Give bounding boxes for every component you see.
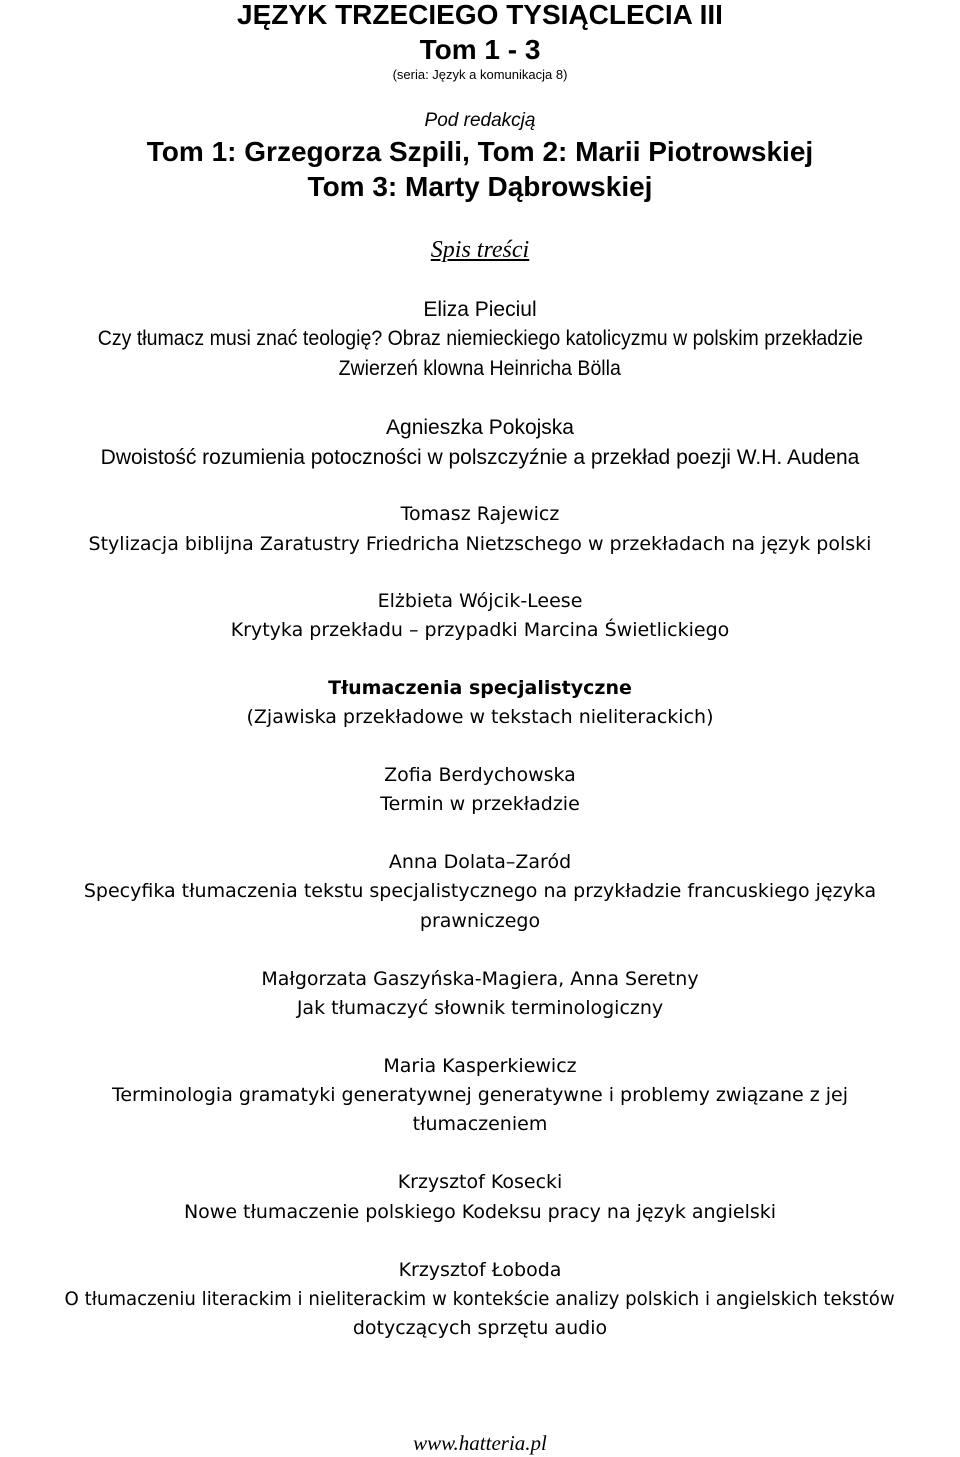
entry-author: Tomasz Rajewicz <box>400 503 560 525</box>
entry-author: Krzysztof Kosecki <box>397 1171 563 1193</box>
volumes-title: Tom 1 - 3 <box>419 34 541 65</box>
entry-author: Małgorzata Gaszyńska-Magiera, Anna Seretny <box>261 968 699 990</box>
entry-title-line: Terminologia gramatyki generatywnej generatywne i problemy związane z jej <box>111 1084 849 1106</box>
series-title: JĘZYK TRZECIEGO TYSIĄCLECIA III <box>237 0 723 30</box>
entry-title-line: Specyfika tłumaczenia tekstu specjalistycznego na przykładzie francuskiego języka <box>83 880 877 902</box>
entry-author: Elżbieta Wójcik-Leese <box>377 590 583 612</box>
edited-by-label: Pod redakcją <box>424 110 536 131</box>
entry-title-line: Nowe tłumaczenie polskiego Kodeksu pracy na język angielski <box>183 1201 777 1223</box>
entry-author: Krzysztof Łoboda <box>398 1259 562 1281</box>
section-title: Tłumaczenia specjalistyczne <box>328 677 632 699</box>
entry-title-line: Termin w przekładzie <box>380 793 580 815</box>
entry-author: Anna Dolata–Zaród <box>388 851 572 873</box>
entry-author: Agnieszka Pokojska <box>386 416 574 439</box>
toc-heading: Spis treści <box>430 237 530 263</box>
editors-line-1: Tom 1: Grzegorza Szpili, Tom 2: Marii Piotrowskiej <box>146 136 814 167</box>
section-subtitle: (Zjawiska przekładowe w tekstach nieliterackich) <box>246 706 714 728</box>
entry-title-line: Stylizacja biblijna Zaratustry Friedricha Nietzschego w przekładach na język polski <box>88 533 872 555</box>
entry-title-line: dotyczących sprzętu audio <box>352 1317 608 1339</box>
footer-url[interactable]: www.hatteria.pl <box>413 1431 547 1455</box>
entry-title-line: Krytyka przekładu – przypadki Marcina Świetlickiego <box>230 619 730 641</box>
entry-title-line: Jak tłumaczyć słownik terminologiczny <box>296 997 664 1019</box>
entry-author: Maria Kasperkiewicz <box>383 1055 577 1077</box>
entry-author: Zofia Berdychowska <box>384 764 576 786</box>
series-note: (seria: Język a komunikacja 8) <box>392 67 568 82</box>
entry-title-line: Czy tłumacz musi znać teologię? Obraz niemieckiego katolicyzmu w polskim przekładzie <box>97 327 863 350</box>
entry-title-line: tłumaczeniem <box>412 1113 548 1135</box>
entry-author: Eliza Pieciul <box>423 298 537 321</box>
entry-title-line: O tłumaczeniu literackim i nieliterackim w kontekście analizy polskich i angielskich tekstów <box>64 1288 896 1310</box>
editors-line-2: Tom 3: Marty Dąbrowskiej <box>307 171 653 202</box>
entry-title-line: Dwoistość rozumienia potoczności w polszczyźnie a przekład poezji W.H. Audena <box>100 446 860 469</box>
entry-title-line: prawniczego <box>419 910 541 932</box>
entry-title-line: Zwierzeń klowna Heinricha Bölla <box>338 357 622 380</box>
